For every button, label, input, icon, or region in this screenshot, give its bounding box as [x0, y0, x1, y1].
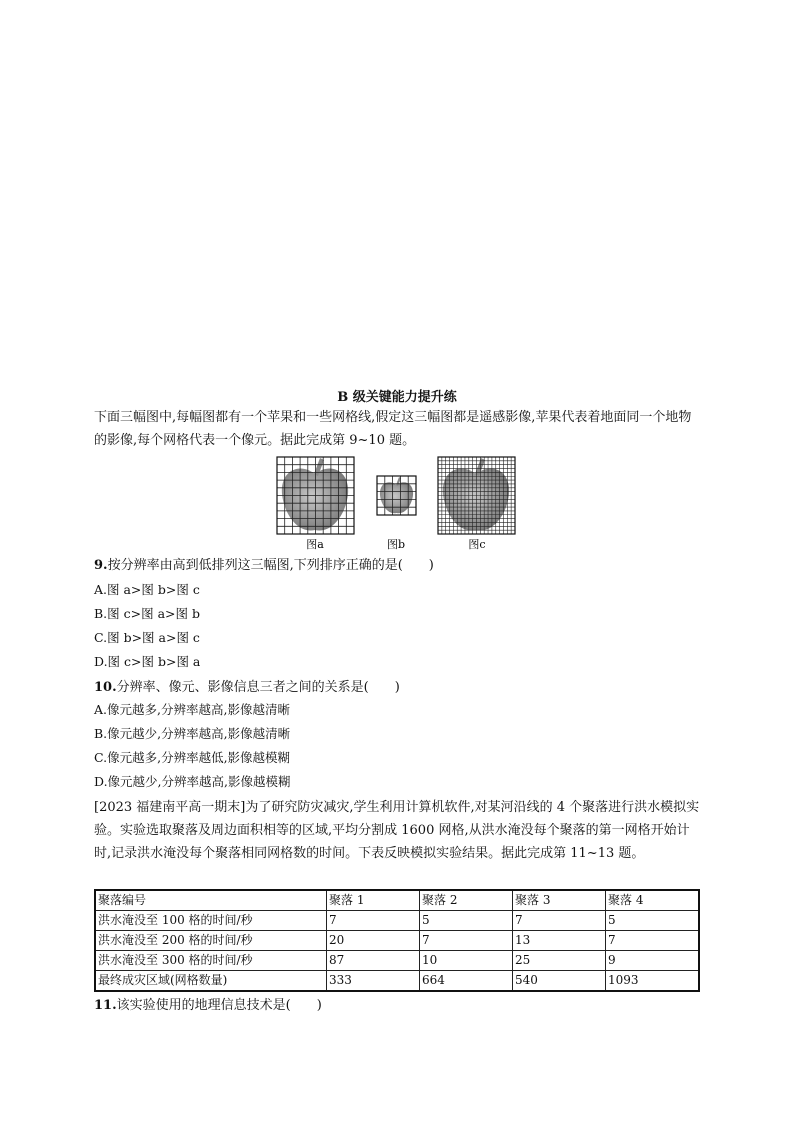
table-cell: 最终成灾区域(网格数量): [95, 971, 327, 992]
table-cell: 540: [513, 971, 606, 992]
q10-option-b[interactable]: B.像元越少,分辨率越高,影像越清晰: [94, 726, 291, 741]
table-cell: 洪水淹没至 300 格的时间/秒: [95, 951, 327, 971]
grid-a: [277, 457, 354, 534]
table-header-cell: 聚落 2: [420, 890, 513, 911]
q9-option-b[interactable]: B.图 c>图 a>图 b: [94, 606, 200, 621]
table-cell: 7: [513, 911, 606, 931]
apple-a: [282, 468, 348, 530]
table-cell: 25: [513, 951, 606, 971]
table-cell: 5: [606, 911, 700, 931]
table-cell: 7: [420, 931, 513, 951]
question-11-stem: 该实验使用的地理信息技术是( ): [116, 998, 322, 1013]
table-cell: 1093: [606, 971, 700, 992]
figure-a-caption: 图a: [306, 538, 324, 551]
q9-option-d[interactable]: D.图 c>图 b>图 a: [94, 654, 201, 669]
question-9: [94, 554, 434, 573]
question-10: [94, 676, 400, 695]
q9-option-a[interactable]: A.图 a>图 b>图 c: [94, 582, 200, 597]
table-cell: 洪水淹没至 100 格的时间/秒: [95, 911, 327, 931]
question-11-number: 11.: [94, 998, 117, 1013]
table-cell: 664: [420, 971, 513, 992]
table-row: [95, 951, 699, 971]
apple-figures: [270, 452, 530, 552]
table-row: [95, 931, 699, 951]
figure-a: [282, 458, 348, 531]
table-cell: 13: [513, 931, 606, 951]
q10-option-c[interactable]: C.像元越多,分辨率越低,影像越模糊: [94, 750, 291, 765]
question-10-number: 10.: [94, 680, 117, 695]
table-cell: 333: [327, 971, 420, 992]
table-cell: 洪水淹没至 200 格的时间/秒: [95, 931, 327, 951]
table-header-cell: 聚落编号: [95, 890, 327, 911]
table-cell: 87: [327, 951, 420, 971]
table-row: [95, 971, 699, 992]
table-row: [95, 911, 699, 931]
section-title: B 级关键能力提升练: [337, 390, 457, 405]
table-cell: 7: [327, 911, 420, 931]
table-cell: 10: [420, 951, 513, 971]
figure-b-caption: 图b: [386, 538, 406, 551]
table-header-cell: 聚落 3: [513, 890, 606, 911]
table-header-cell: 聚落 1: [327, 890, 420, 911]
flood-simulation-table: [94, 889, 700, 992]
table-cell: 7: [606, 931, 700, 951]
table-header-cell: 聚落 4: [606, 890, 700, 911]
table-header-row: [95, 890, 699, 911]
table-cell: 9: [606, 951, 700, 971]
question-9-stem: 按分辨率由高到低排列这三幅图,下列排序正确的是( ): [107, 558, 434, 573]
question-9-number: 9.: [94, 558, 108, 573]
q10-option-a[interactable]: A.像元越多,分辨率越高,影像越清晰: [94, 702, 290, 717]
intro-paragraph: 下面三幅图中,每幅图都有一个苹果和一些网格线,假定这三幅图都是遥感影像,苹果代表着地面同一个地物的影像,每个网格代表一个像元。据此完成第 9~10 题。: [94, 410, 692, 448]
figure-c: [443, 458, 509, 531]
q10-option-d[interactable]: D.像元越少,分辨率越高,影像越模糊: [94, 774, 291, 789]
question-11: [94, 994, 322, 1013]
question-10-stem: 分辨率、像元、影像信息三者之间的关系是( ): [116, 680, 400, 695]
table-cell: 20: [327, 931, 420, 951]
grid-c: [438, 457, 515, 534]
q9-option-c[interactable]: C.图 b>图 a>图 c: [94, 630, 200, 645]
table-cell: 5: [420, 911, 513, 931]
context-paragraph: [2023 福建南平高一期末]为了研究防灾减灾,学生利用计算机软件,对某河沿线的 4 个聚落进行洪水模拟实验。实验选取聚落及周边面积相等的区域,平均分割成 1600 网格,从洪水淹没每个聚落的第一网格开始计时,记录洪水淹没每个聚落相同网格数的时间。下表反映模拟实验结果。据此完成第 11~13 题。: [94, 800, 700, 861]
figure-c-caption: 图c: [468, 538, 486, 551]
